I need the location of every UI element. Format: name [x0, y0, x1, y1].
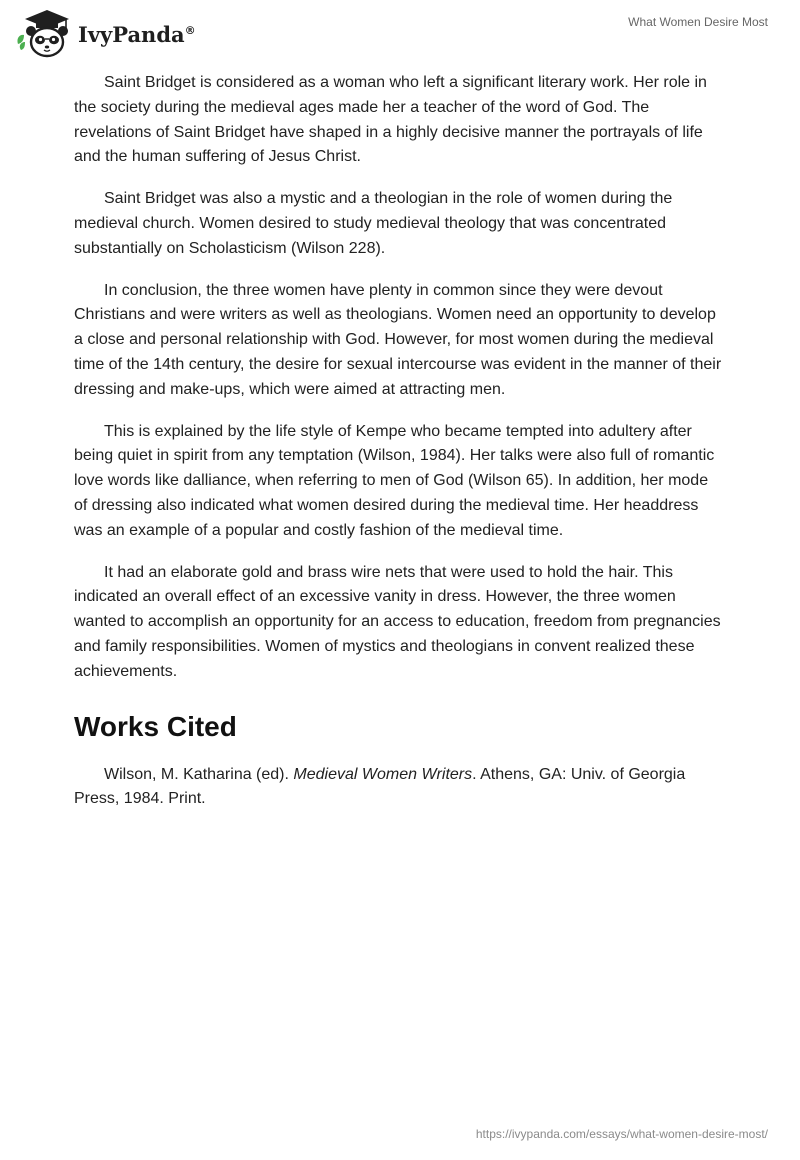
panda-logo-icon — [14, 8, 72, 58]
document-title: What Women Desire Most — [628, 15, 768, 29]
citation-publisher: . Athens, GA: Univ. of Georgia Press, 1984. Print. — [74, 765, 686, 808]
source-url[interactable]: https://ivypanda.com/essays/what-women-desire-most/ — [475, 1127, 768, 1141]
page-header — [0, 0, 800, 64]
brand-name: IvyPanda® — [78, 21, 196, 47]
works-cited-heading: Works Cited — [74, 710, 237, 742]
paragraph-kempe-lifestyle: This is explained by the life style of Kempe who became tempted into adultery after being quiet in spirit from any temptation (Wilson, 1984). Her talks were also full of romantic love words like dalliance, when referring to men of God (Wilson 65). In addition, her mode of dressing also indicated what women desired during the medieval time. Her headdress was an example of a popular and costly fashion of the medieval time. — [74, 422, 715, 539]
paragraph-headdress: It had an elaborate gold and brass wire nets that were used to hold the hair. This indicated an overall effect of an excessive vanity in dress. However, the three women wanted to accomplish an opportunity for an access to education, freedom from pregnancies and family responsibilities. Women of mystics and theologians in convent realized these achievements. — [74, 563, 721, 680]
citation-entry — [74, 763, 724, 813]
citation-author: Wilson, M. Katharina (ed). — [104, 765, 294, 783]
registered-mark: ® — [184, 23, 196, 37]
ivypanda-logo[interactable] — [14, 8, 196, 58]
essay-body — [74, 71, 724, 812]
paragraph-saint-bridget-literary: Saint Bridget is considered as a woman who left a significant literary work. Her role in the society during the medieval ages made her a teacher of the word of God. The revelations of Saint Bridget have shaped in a highly decisive manner the portrayals of life and the human suffering of Jesus Christ. — [74, 74, 707, 166]
citation-title: Medieval Women Writers — [293, 765, 473, 783]
paragraph-saint-bridget-mystic: Saint Bridget was also a mystic and a theologian in the role of women during the medieval church. Women desired to study medieval theology that was concentrated substantially on Scholasticism (Wilson 228). — [74, 190, 673, 257]
paragraph-conclusion: In conclusion, the three women have plenty in common since they were devout Christians and were writers as well as theologians. Women need an opportunity to develop a close and personal relationship with God. However, for most women during the medieval time of the 14th century, the desire for sexual intercourse was evident in the manner of their dressing and make-ups, which were aimed at attracting men. — [74, 281, 722, 398]
